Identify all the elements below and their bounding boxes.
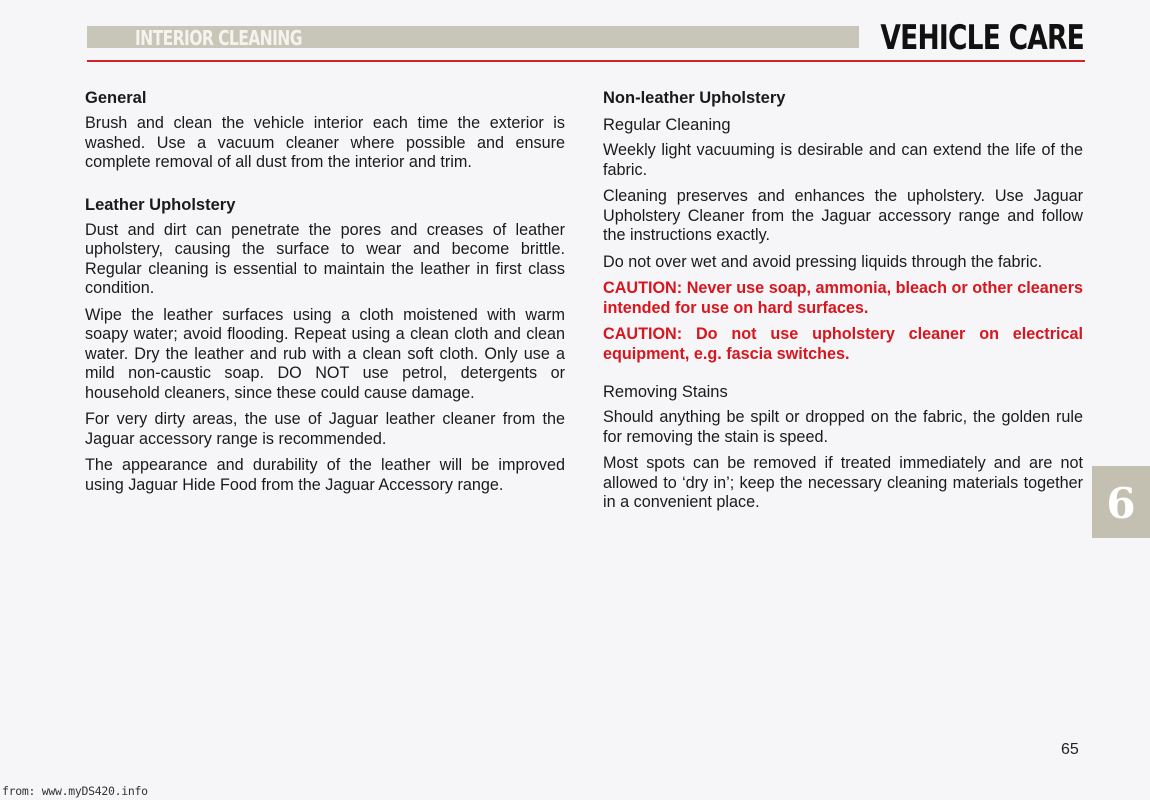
- chapter-title: VEHICLE CARE: [880, 18, 1084, 58]
- non-leather-heading: Non-leather Upholstery: [603, 89, 786, 107]
- left-column: [85, 87, 565, 502]
- regular-cleaning-subheading: Regular Cleaning: [603, 116, 731, 134]
- removing-stains-subheading: Removing Stains: [603, 383, 728, 401]
- general-heading: General: [85, 89, 147, 107]
- regular-cleaning-paragraph: Weekly light vacuuming is desirable and can extend the life of the fabric.: [603, 141, 1083, 179]
- caution-note: CAUTION: Do not use upholstery cleaner on electrical equipment, e.g. fascia switches.: [603, 325, 1083, 363]
- section-title: INTERIOR CLEANING: [135, 26, 302, 50]
- removing-stains-paragraph: Should anything be spilt or dropped on the fabric, the golden rule for removing the stain is speed.: [603, 408, 1083, 446]
- regular-cleaning-paragraph: Do not over wet and avoid pressing liquids through the fabric.: [603, 252, 1043, 271]
- leather-paragraph: Wipe the leather surfaces using a cloth moistened with warm soapy water; avoid flooding. Repeat using a clean cloth and clean water. Dry the leather and rub with a clean soft cloth. Only use a mild non-caustic soap. DO NOT use petrol, detergents or household cleaners, since these could cause damage.: [85, 305, 565, 402]
- caution-note: CAUTION: Never use soap, ammonia, bleach or other cleaners intended for use on hard surfaces.: [603, 279, 1083, 317]
- right-column: [603, 87, 1083, 520]
- leather-paragraph: The appearance and durability of the leather will be improved using Jaguar Hide Food from the Jaguar Accessory range.: [85, 456, 565, 494]
- leather-paragraph: For very dirty areas, the use of Jaguar leather cleaner from the Jaguar accessory range is recommended.: [85, 410, 565, 448]
- general-paragraph: Brush and clean the vehicle interior each time the exterior is washed. Use a vacuum cleaner where possible and ensure complete removal of all dust from the interior and trim.: [85, 114, 565, 171]
- regular-cleaning-paragraph: Cleaning preserves and enhances the upholstery. Use Jaguar Upholstery Cleaner from the Jaguar accessory range and follow the instructions exactly.: [603, 187, 1083, 244]
- source-watermark: from: www.myDS420.info: [2, 784, 148, 798]
- leather-heading: Leather Upholstery: [85, 195, 236, 214]
- header-divider: [87, 60, 1085, 62]
- chapter-tab: 6: [1092, 466, 1150, 538]
- leather-paragraph: Dust and dirt can penetrate the pores and creases of leather upholstery, causing the surface to wear and become brittle. Regular cleaning is essential to maintain the leather in first class condition.: [85, 220, 565, 297]
- removing-stains-paragraph: Most spots can be removed if treated immediately and are not allowed to ‘dry in’; keep the necessary cleaning materials together in a convenient place.: [603, 454, 1083, 511]
- page-number: 65: [1061, 741, 1079, 758]
